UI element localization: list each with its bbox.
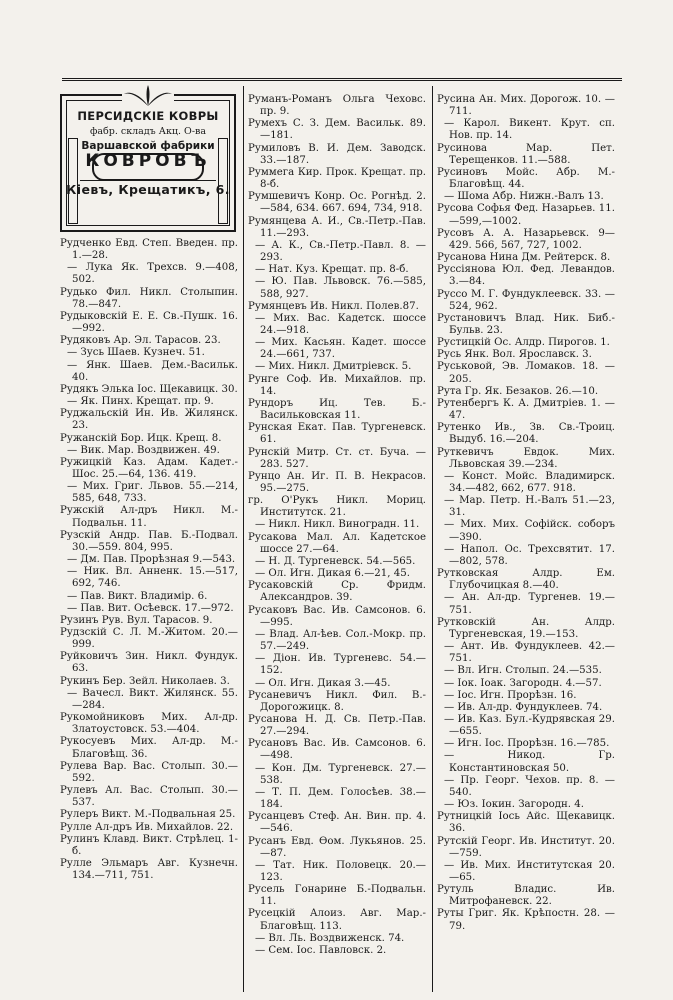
directory-entry: Русаковъ Вас. Ив. Самсонов. 6.—995. bbox=[248, 604, 426, 628]
directory-entry: Рунскій Митр. Ст. ст. Буча. — 283. 527. bbox=[248, 446, 426, 470]
directory-entry: — Пав. Викт. Владимір. 6. bbox=[67, 590, 208, 602]
directory-entry: — Шома Абр. Нижн.-Валъ 13. bbox=[444, 191, 604, 203]
directory-entry: Рузинъ Рув. Вул. Тарасов. 9. bbox=[60, 614, 213, 626]
directory-entry: Рулева Вар. Вас. Столып. 30.—592. bbox=[60, 760, 238, 784]
directory-entry: — Зусь Шаев. Кузнеч. 51. bbox=[67, 347, 205, 359]
column-1-entries bbox=[60, 238, 238, 882]
directory-entry: — Кон. Дм. Тургеневск. 27.—538. bbox=[255, 762, 426, 786]
directory-entry: Рудякъ Элька Іос. Щекавицк. 30. bbox=[60, 383, 238, 395]
directory-entry: Руты Григ. Як. Крѣпостн. 28. —79. bbox=[437, 908, 615, 932]
directory-entry: Русовъ А. А. Назарьевск. 9— 429. 566, 567, 727, 1002. bbox=[437, 227, 615, 251]
directory-entry: — Мих. Касьян. Кадет. шоссе 24.—661, 737. bbox=[255, 337, 426, 361]
directory-entry: Рулевъ Ал. Вас. Столып. 30.—537. bbox=[60, 785, 238, 809]
directory-entry: — Дм. Пав. Прорѣзная 9.—543. bbox=[67, 554, 236, 566]
directory-entry: — Пав. Вит. Осѣевск. 17.—972. bbox=[67, 602, 234, 614]
directory-entry: — Мих. Григ. Львов. 55.—214, 585, 648, 733. bbox=[67, 481, 238, 505]
directory-entry: Рутковскій Ан. Алдр. Тургеневская, 19.—153. bbox=[437, 616, 615, 640]
directory-entry: Русь Янк. Вол. Ярославск. 3. bbox=[437, 349, 592, 361]
directory-entry: Румиловъ В. И. Дем. Заводск. 33.—187. bbox=[248, 142, 426, 166]
directory-entry: Рутенко Ив., Зв. Св.-Троиц. Выдуб. 16.—204. bbox=[437, 422, 615, 446]
directory-entry: Рутковская Алдр. Ем. Глубочицкая 8.—40. bbox=[437, 568, 615, 592]
directory-entry: — Тат. Ник. Половецк. 20.— 123. bbox=[255, 859, 426, 883]
directory-entry: — Конст. Мойс. Владимирск. 34.—482, 662, 677. 918. bbox=[444, 470, 615, 494]
directory-entry: Русаковскій Ср. Фридм. Александров. 39. bbox=[248, 580, 426, 604]
directory-entry: Русецкій Алоиз. Авг. Мар.-Благовѣщ. 113. bbox=[248, 908, 426, 932]
directory-entry: Рукинъ Бер. Зейл. Николаев. 3. bbox=[60, 675, 230, 687]
ad-brand: КОВРОВЪ bbox=[85, 151, 211, 171]
directory-entry: — А. К., Св.-Петр.-Павл. 8. — 293. bbox=[255, 239, 426, 264]
directory-entry: — Ю. Пав. Львовск. 76.—585, 588, 927. bbox=[255, 276, 426, 300]
directory-entry: Русиновъ Мойс. Абр. М.-Благовѣщ. 44. bbox=[437, 166, 615, 191]
directory-entry: Русина Ан. Мих. Дорогож. 10. —711. bbox=[437, 94, 615, 118]
directory-entry: Рулле Ал-дръ Ив. Михайлов. 22. bbox=[60, 821, 234, 833]
directory-entry: Ружицкій Каз. Адам. Кадет.-Шос. 25.—64, 136. 419. bbox=[60, 456, 238, 480]
directory-entry: Рундоръ Иц. Тев. Б.-Васильковская 11. bbox=[248, 397, 426, 422]
directory-entry: — Мих. Мих. Софійск. соборъ —390. bbox=[444, 519, 615, 543]
directory-entry: Рутуль Владис. Ив. Митрофаневск. 22. bbox=[437, 884, 615, 908]
directory-entry: Руткевичъ Евдок. Мих. Львовская 39.—234. bbox=[437, 446, 615, 470]
directory-entry: — Вик. Мар. Воздвижен. 49. bbox=[67, 444, 220, 456]
ad-address: Кіевъ, Крещатикъ, 6. bbox=[66, 182, 230, 197]
column-1 bbox=[60, 94, 238, 882]
directory-entry: Ружанскій Бор. Ицк. Крещ. 8. bbox=[60, 432, 222, 444]
directory-entry: Руммега Кир. Прок. Крещат. пр. 8-б. bbox=[248, 166, 426, 191]
directory-entry: Рудченко Евд. Степ. Введен. пр. 1.—28. bbox=[60, 238, 238, 262]
directory-entry: Руссо М. Г. Фундуклеевск. 33. —524, 962. bbox=[437, 288, 615, 312]
directory-entry: Рулеръ Викт. М.-Подвальная 25. bbox=[60, 809, 236, 821]
directory-entry: Руйковичъ Зин. Никл. Фундук. 63. bbox=[60, 651, 238, 675]
directory-entry: — Т. П. Дем. Голосѣев. 38.— 184. bbox=[255, 786, 426, 811]
directory-entry: — Мар. Петр. Н.-Валъ 51.—23, 31. bbox=[444, 495, 615, 519]
directory-entry: Руджальскій Ин. Ив. Жилянск. 23. bbox=[60, 408, 238, 432]
directory-entry: Руманъ-Романъ Ольга Чеховс. пр. 9. bbox=[248, 94, 426, 118]
directory-entry: Рустановичъ Влад. Ник. Биб.-Бульв. 23. bbox=[437, 312, 615, 336]
column-3-entries bbox=[437, 94, 615, 933]
ad-subline: фабр. складъ Акц. О-ва bbox=[89, 126, 207, 137]
directory-entry: Русель Гонарине Б.-Подвальн. 11. bbox=[248, 884, 426, 908]
directory-entry: Румянцева А. И., Св.-Петр.-Пав. 11.—293. bbox=[248, 215, 426, 239]
directory-entry: Рудыковскій Е. Е. Св.-Пушк. 16.—992. bbox=[60, 310, 238, 335]
directory-entry: Рулле Эльмаръ Авг. Кузнечн. 134.—711, 751. bbox=[60, 857, 238, 882]
directory-entry: — Ив. Мих. Институтская 20. —65. bbox=[444, 859, 615, 883]
directory-entry: Рута Гр. Як. Безаков. 26.—10. bbox=[437, 385, 599, 397]
directory-entry: — Ол. Игн. Дикая 6.—21, 45. bbox=[255, 568, 410, 580]
ad-factory-name: Варшавской фабрики bbox=[81, 140, 215, 152]
directory-entry: — Ив. Ал-др. Фундуклеев. 74. bbox=[444, 701, 603, 713]
directory-entry: — Ив. Каз. Бул.-Кудрявская 29.—655. bbox=[444, 713, 615, 738]
column-divider bbox=[432, 86, 433, 992]
directory-entry: Руськовой, Эв. Ломаков. 18. —205. bbox=[437, 361, 615, 385]
directory-entry: Рутницкій Іось Айс. Щекавицк. 36. bbox=[437, 811, 615, 835]
directory-entry: — Пр. Георг. Чехов. пр. 8. —540. bbox=[444, 774, 615, 798]
directory-entry: Русаневичъ Никл. Фил. В.-Дорогожицк. 8. bbox=[248, 689, 426, 713]
directory-entry: — Іос. Игн. Прорѣзн. 16. bbox=[444, 689, 577, 701]
directory-entry: — Вачесл. Викт. Жилянск. 55.—284. bbox=[67, 687, 238, 711]
directory-entry: Рунская Екат. Пав. Тургеневск. 61. bbox=[248, 422, 426, 446]
directory-entry: Русанъ Евд. Ѳом. Лукьянов. 25.—87. bbox=[248, 835, 426, 859]
directory-entry: Русанцевъ Стеф. Ан. Вин. пр. 4.—546. bbox=[248, 811, 426, 835]
top-double-rule bbox=[62, 78, 622, 81]
directory-entry: Русанова Н. Д. Св. Петр.-Пав. 27.—294. bbox=[248, 713, 426, 738]
directory-entry: — Напол. Ос. Трехсвятит. 17. —802, 578. bbox=[444, 543, 615, 567]
directory-entry: — Карол. Викент. Крут. сп. Нов. пр. 14. bbox=[444, 118, 615, 142]
column-2 bbox=[248, 94, 426, 957]
directory-entry: Русановъ Вас. Ив. Самсонов. 6.—498. bbox=[248, 738, 426, 762]
directory-entry: — Нат. Куз. Крещат. пр. 8-б. bbox=[255, 264, 409, 276]
directory-entry: — Сем. Іос. Павловск. 2. bbox=[255, 944, 387, 956]
leaf-ornament-icon bbox=[122, 84, 174, 108]
directory-entry: Рузскій Андр. Пав. Б.-Подвал. 30.—559. 804, 995. bbox=[60, 529, 238, 553]
directory-entry: — Мих. Вас. Кадетск. шоссе 24.—918. bbox=[255, 312, 426, 336]
directory-entry: — Як. Пинх. Крещат. пр. 9. bbox=[67, 396, 214, 408]
directory-entry: Русинова Мар. Пет. Терещенков. 11.—588. bbox=[437, 142, 615, 166]
directory-entry: — Ан. Ал-др. Тургенев. 19.— 751. bbox=[444, 592, 615, 616]
directory-entry: — Іок. Іоак. Загородн. 4.—57. bbox=[444, 677, 602, 689]
directory-entry: — Влад. Ал-ѣев. Сол.-Мокр. пр. 57.—249. bbox=[255, 628, 426, 653]
ad-headline: ПЕРСИДСКІЕ КОВРЫ bbox=[77, 109, 219, 123]
directory-entry: Руссіянова Юл. Фед. Левандов. 3.—84. bbox=[437, 264, 615, 288]
directory-entry: Рукосуевъ Мих. Ал-др. М.-Благовѣщ. 36. bbox=[60, 736, 238, 760]
directory-entry: Рукомойниковъ Мих. Ал-др. Златоустовск. 53.—404. bbox=[60, 712, 238, 736]
ad-divider bbox=[80, 180, 216, 181]
column-divider bbox=[243, 86, 244, 992]
directory-entry: — Игн. Іос. Прорѣзн. 16.—785. bbox=[444, 738, 610, 750]
directory-entry: — Янк. Шаев. Дем.-Васильк. 40. bbox=[67, 359, 238, 383]
column-2-entries bbox=[248, 94, 426, 957]
directory-entry: Ружскій Ал-дръ Никл. М.-Подвальн. 11. bbox=[60, 505, 238, 529]
directory-entry: — Ник. Вл. Анненк. 15.—517, 692, 746. bbox=[67, 566, 238, 590]
directory-entry: Румянцевъ Ив. Никл. Полев.87. bbox=[248, 300, 419, 312]
directory-entry: гр. О'Рукъ Никл. Мориц. Институтск. 21. bbox=[248, 495, 426, 519]
directory-entry: Рунцо Ан. Иг. П. В. Некрасов. 95.—275. bbox=[248, 470, 426, 494]
directory-entry: — Діон. Ив. Тургеневс. 54.— 152. bbox=[255, 653, 426, 677]
directory-entry: — Мих. Никл. Дмитріевск. 5. bbox=[255, 361, 412, 373]
directory-entry: Рутскій Георг. Ив. Институт. 20.—759. bbox=[437, 835, 615, 859]
column-3 bbox=[437, 94, 615, 933]
directory-entry: Рулинъ Клавд. Викт. Стрѣлец. 1-б. bbox=[60, 833, 238, 857]
directory-entry: Рудько Фил. Никл. Столыпин. 78.—847. bbox=[60, 286, 238, 310]
directory-entry: — Ол. Игн. Дикая 3.—45. bbox=[255, 677, 391, 689]
directory-entry: — Юз. Іокин. Загородн. 4. bbox=[444, 799, 585, 811]
carpet-advertisement bbox=[60, 94, 236, 232]
directory-entry: Рудяковъ Ар. Эл. Тарасов. 23. bbox=[60, 335, 221, 347]
directory-entry: — Н. Д. Тургеневск. 54.—565. bbox=[255, 555, 416, 567]
directory-entry: — Никл. Никл. Виноградн. 11. bbox=[255, 519, 420, 531]
directory-entry: Рустицкій Ос. Алдр. Пирогов. 1. bbox=[437, 337, 610, 349]
directory-entry: — Вл. Игн. Столып. 24.—535. bbox=[444, 665, 602, 677]
directory-entry: Русова Софья Фед. Назарьев. 11.—599,—1002. bbox=[437, 203, 615, 227]
directory-entry: Румшевичъ Конр. Ос. Рогнѣд. 2.—584, 634. 667. 694, 734, 918. bbox=[248, 191, 426, 215]
directory-entry: — Вл. Ль. Воздвиженск. 74. bbox=[255, 932, 405, 944]
directory-entry: — Ант. Ив. Фундуклеев. 42.— 751. bbox=[444, 641, 615, 665]
directory-entry: Рутенбергъ К. А. Дмитріев. 1. —47. bbox=[437, 397, 615, 422]
directory-entry: Рунге Соф. Ив. Михайлов. пр. 14. bbox=[248, 373, 426, 397]
directory-entry: Русанова Нина Дм. Рейтерск. 8. bbox=[437, 252, 611, 264]
directory-entry: — Никод. Гр. Константиновская 50. bbox=[444, 750, 615, 774]
directory-entry: Рудзскій С. Л. М.-Житом. 20.—999. bbox=[60, 627, 238, 651]
directory-entry: Румехъ С. З. Дем. Васильк. 89. —181. bbox=[248, 118, 426, 142]
directory-entry: — Лука Як. Трехсв. 9.—408, 502. bbox=[67, 262, 238, 286]
directory-entry: Русакова Мал. Ал. Кадетское шоссе 27.—64. bbox=[248, 531, 426, 555]
